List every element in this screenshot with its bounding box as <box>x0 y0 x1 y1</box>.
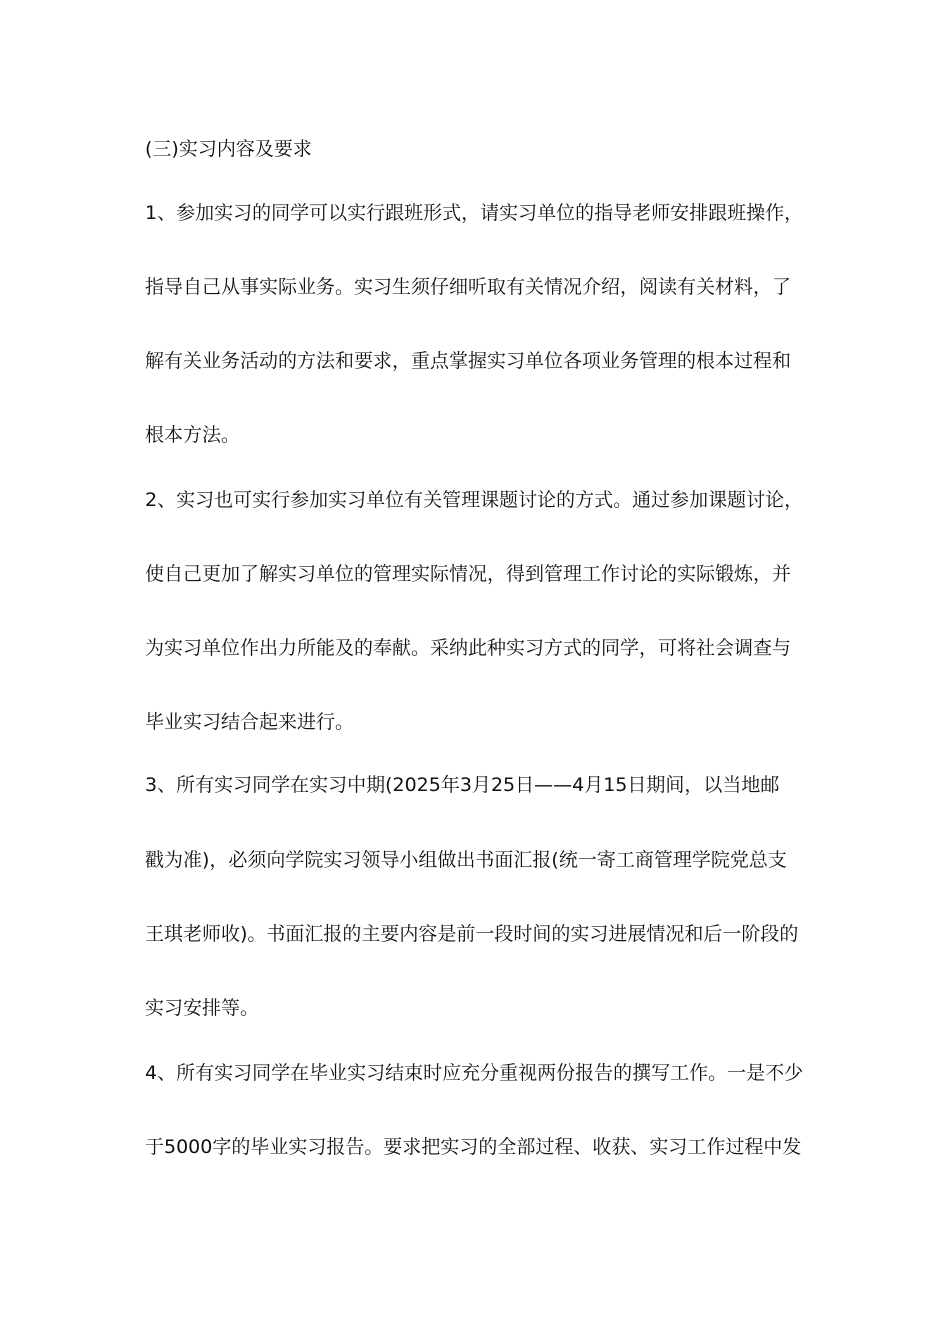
paragraph-line: 戳为准)，必须向学院实习领导小组做出书面汇报(统一寄工商管理学院党总支 <box>145 849 787 871</box>
paragraph-line: 王琪老师收)。书面汇报的主要内容是前一段时间的实习进展情况和后一阶段的 <box>145 923 799 945</box>
paragraph-line: 1、参加实习的同学可以实行跟班形式，请实习单位的指导老师安排跟班操作， <box>145 202 804 224</box>
paragraph-line: 为实习单位作出力所能及的奉献。采纳此种实习方式的同学，可将社会调查与 <box>145 637 792 659</box>
paragraph-line: 实习安排等。 <box>145 997 260 1019</box>
paragraph-line: 根本方法。 <box>145 424 241 446</box>
paragraph-line: 指导自己从事实际业务。实习生须仔细听取有关情况介绍，阅读有关材料，了 <box>145 276 792 298</box>
paragraph-line: 2、实习也可实行参加实习单位有关管理课题讨论的方式。通过参加课题讨论， <box>145 489 804 511</box>
paragraph-line: 解有关业务活动的方法和要求，重点掌握实习单位各项业务管理的根本过程和 <box>145 350 792 372</box>
paragraph-line: 4、所有实习同学在毕业实习结束时应充分重视两份报告的撰写工作。一是不少 <box>145 1062 804 1084</box>
paragraph-line: 使自己更加了解实习单位的管理实际情况，得到管理工作讨论的实际锻炼，并 <box>145 563 792 585</box>
paragraph-line: 毕业实习结合起来进行。 <box>145 711 355 733</box>
section-heading: (三)实习内容及要求 <box>145 138 312 160</box>
paragraph-line: 于5000字的毕业实习报告。要求把实习的全部过程、收获、实习工作过程中发 <box>145 1136 802 1158</box>
paragraph-line: 3、所有实习同学在实习中期(2025年3月25日——4月15日期间，以当地邮 <box>145 774 780 796</box>
